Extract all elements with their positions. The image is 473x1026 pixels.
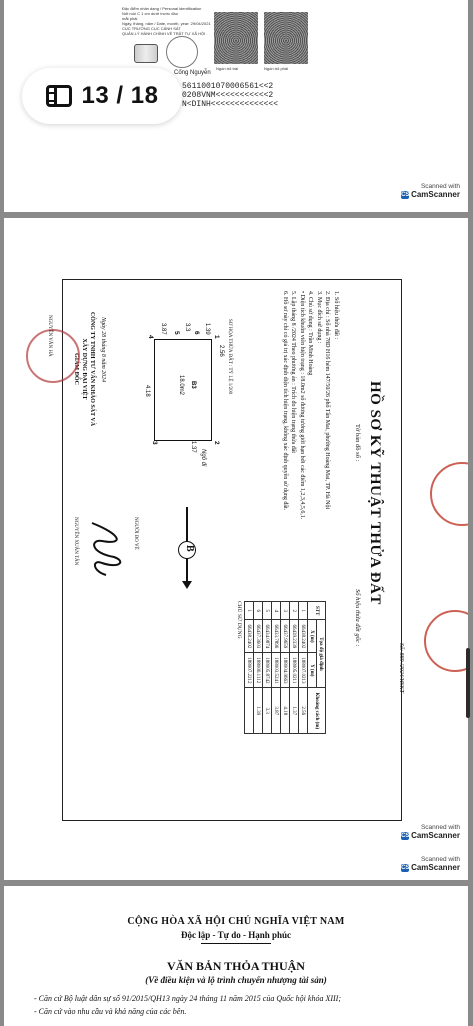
page-counter-badge[interactable] [22,68,182,124]
id-card-text: Đặc điểm nhân dạng / Personal identification Nốt ruồi C 1 cm dưới trước đầu mắt phải Ngày, tháng, năm / Date, month, year: 29/04/2021 CỤC TRƯỞNG CỤC CẢNH SÁT QUẢN LÝ HÀNH CHÍNH VỀ TRẬT TỰ XÃ HỘI [122,6,211,36]
owner-label: CHỦ SỬ DỤNG [236,601,242,639]
surveyor-role: NGƯỜI ĐO VẼ [133,517,138,550]
table-row: 4 66433.7896 188003.5241 3.87 [272,602,281,734]
table-row: 2 66439.2339 188005.0211 1.37 [290,602,299,734]
date-line: Ngày 28 tháng 8 năm 2024 [100,317,106,383]
fingerprint-right-icon [264,12,308,64]
page-list-icon [46,85,72,107]
director-name: NGUYỄN VĂN HÀ [47,315,52,357]
camscanner-icon: CS [401,832,410,839]
official-seal-icon [166,36,198,68]
document-page-land-plot [4,218,468,880]
company-block: CÔNG TY TNHH TƯ VẤN KHẢO SÁT VÀ XÂY DỰNG ĐẠI VIỆT GIÁM ĐỐC [73,311,95,427]
mrz-lines: 5611001070006561<<2 0208VNM<<<<<<<<<<<2 N<DINH<<<<<<<<<<<<<< [182,82,279,109]
company-stamp-icon [26,329,80,383]
table-row: 6 66437.3603 188006.1112 1.39 [254,602,263,734]
coordinate-table: STT Tọa độ giả định Khoảng cách (m) X (m) Y (m) 1 66438.2402 188007.0213 2.56 2 66439.2339 188005.0211 1.37 3 66437.9659 188004.0663 4.18 4 66433.7896 188003.5241 3.87 5 66434.0874 188005.8742 3.3 6 66437.3603 188006.1112 1.39 1 66438.2402 188007.2212 [244,601,326,734]
fingerprint-left-icon [214,12,258,64]
camscanner-icon: CS [401,192,410,198]
doc-title: HỒ SƠ KỸ THUẬT THỬA ĐẤT [367,381,383,605]
north-arrow: B [158,507,218,587]
id-card-back: Đặc điểm nhân dạng / Personal identification Nốt ruồi C 1 cm dưới trước đầu mắt phải Ngày, tháng, năm / Date, month, year: 29/04/2021 CỤC TRƯỞNG CỤC CẢNH SÁT QUẢN LÝ HÀNH CHÍNH VỀ TRẬT TỰ XÃ HỘI Ngón trỏ trái Ngón trỏ phải Cống Nguyễn [114,4,294,82]
table-row: 1 66438.2402 188007.0213 2.56 [299,602,308,734]
doc-plot-no: Số hiệu thửa đất gốc : [354,589,361,647]
plot-caption: SƠ HỌA THỬA ĐẤT : TỶ LỆ 1/200 [227,319,232,395]
divider [201,943,271,944]
rotated-land-document [36,249,436,849]
document-page-agreement [4,886,468,1026]
national-motto: Độc lập - Tự do - Hạnh phúc [180,930,291,940]
camscanner-watermark: Scanned with CS CamScanner [401,823,460,840]
plot-sketch: B3 18.0m2 Ngõ đi 2.56 1.37 4.18 3.87 3.3 1.39 1 2 3 4 5 6 [144,323,224,467]
national-header: CỘNG HÒA XÃ HỘI CHỦ NGHĨA VIỆT NAM [127,916,345,927]
agreement-subtitle: (Về điều kiện và lộ trình chuyển nhượng tài sản) [145,975,327,985]
arrow-right-icon [182,581,192,589]
table-row: 3 66437.9659 188004.0663 4.18 [281,602,290,734]
page-counter: 13 / 18 [81,82,159,109]
doc-sheet: Tờ bản đồ số : [354,424,361,462]
legal-basis-line: - Căn cứ Bộ luật dân sự số 91/2015/QH13 ngày 24 tháng 11 năm 2015 của Quốc hội khóa XIII; [34,994,341,1003]
surveyor-signature [82,517,132,577]
camscanner-icon: CS [401,864,410,871]
doc-number: Số: 889 /2024/HSKT [398,643,404,694]
id-signer: Cống Nguyễn [174,70,211,76]
table-row: 5 66434.0874 188005.8742 3.3 [263,602,272,734]
surveyor-name: NGUYỄN XUÂN TÂN [73,517,78,566]
chip-icon [134,44,158,63]
camscanner-watermark: Scanned with CS CamScanner [401,855,460,872]
scrollbar-thumb[interactable] [466,648,470,718]
agreement-title: VĂN BẢN THỎA THUẬN [167,959,305,973]
table-row: 1 66438.2402 188007.2212 [245,602,254,734]
camscanner-watermark: Scanned with CS CamScanner [401,183,460,200]
doc-info-list: 1. Số hiệu thửa đất : 2. Địa chỉ : Số nhà 78D H16 hẻm 147/50/26 phố Tân Mai, phường Hoàng Mai, TP. Hà Nội 3. Mục đích sử dụng : 4. Chủ sử dụng : Trần Minh Hoàng • Diện tích khuôn viên hiện trạng : 18.0m2 số đương tương giới hạn bởi các điểm 1,2,3,4,5,6,1. 5. Lập tháng 8 /2024 Theo phương án : Trích đo hiện trạng thửa đất 6. Hồ sơ này chỉ có giá trị xác định diện tích hiện trạng, không xác định quyền sử dụng đất. [282,291,339,520]
legal-basis-line: - Căn cứ vào nhu cầu và khả năng của các bên. [34,1007,187,1016]
